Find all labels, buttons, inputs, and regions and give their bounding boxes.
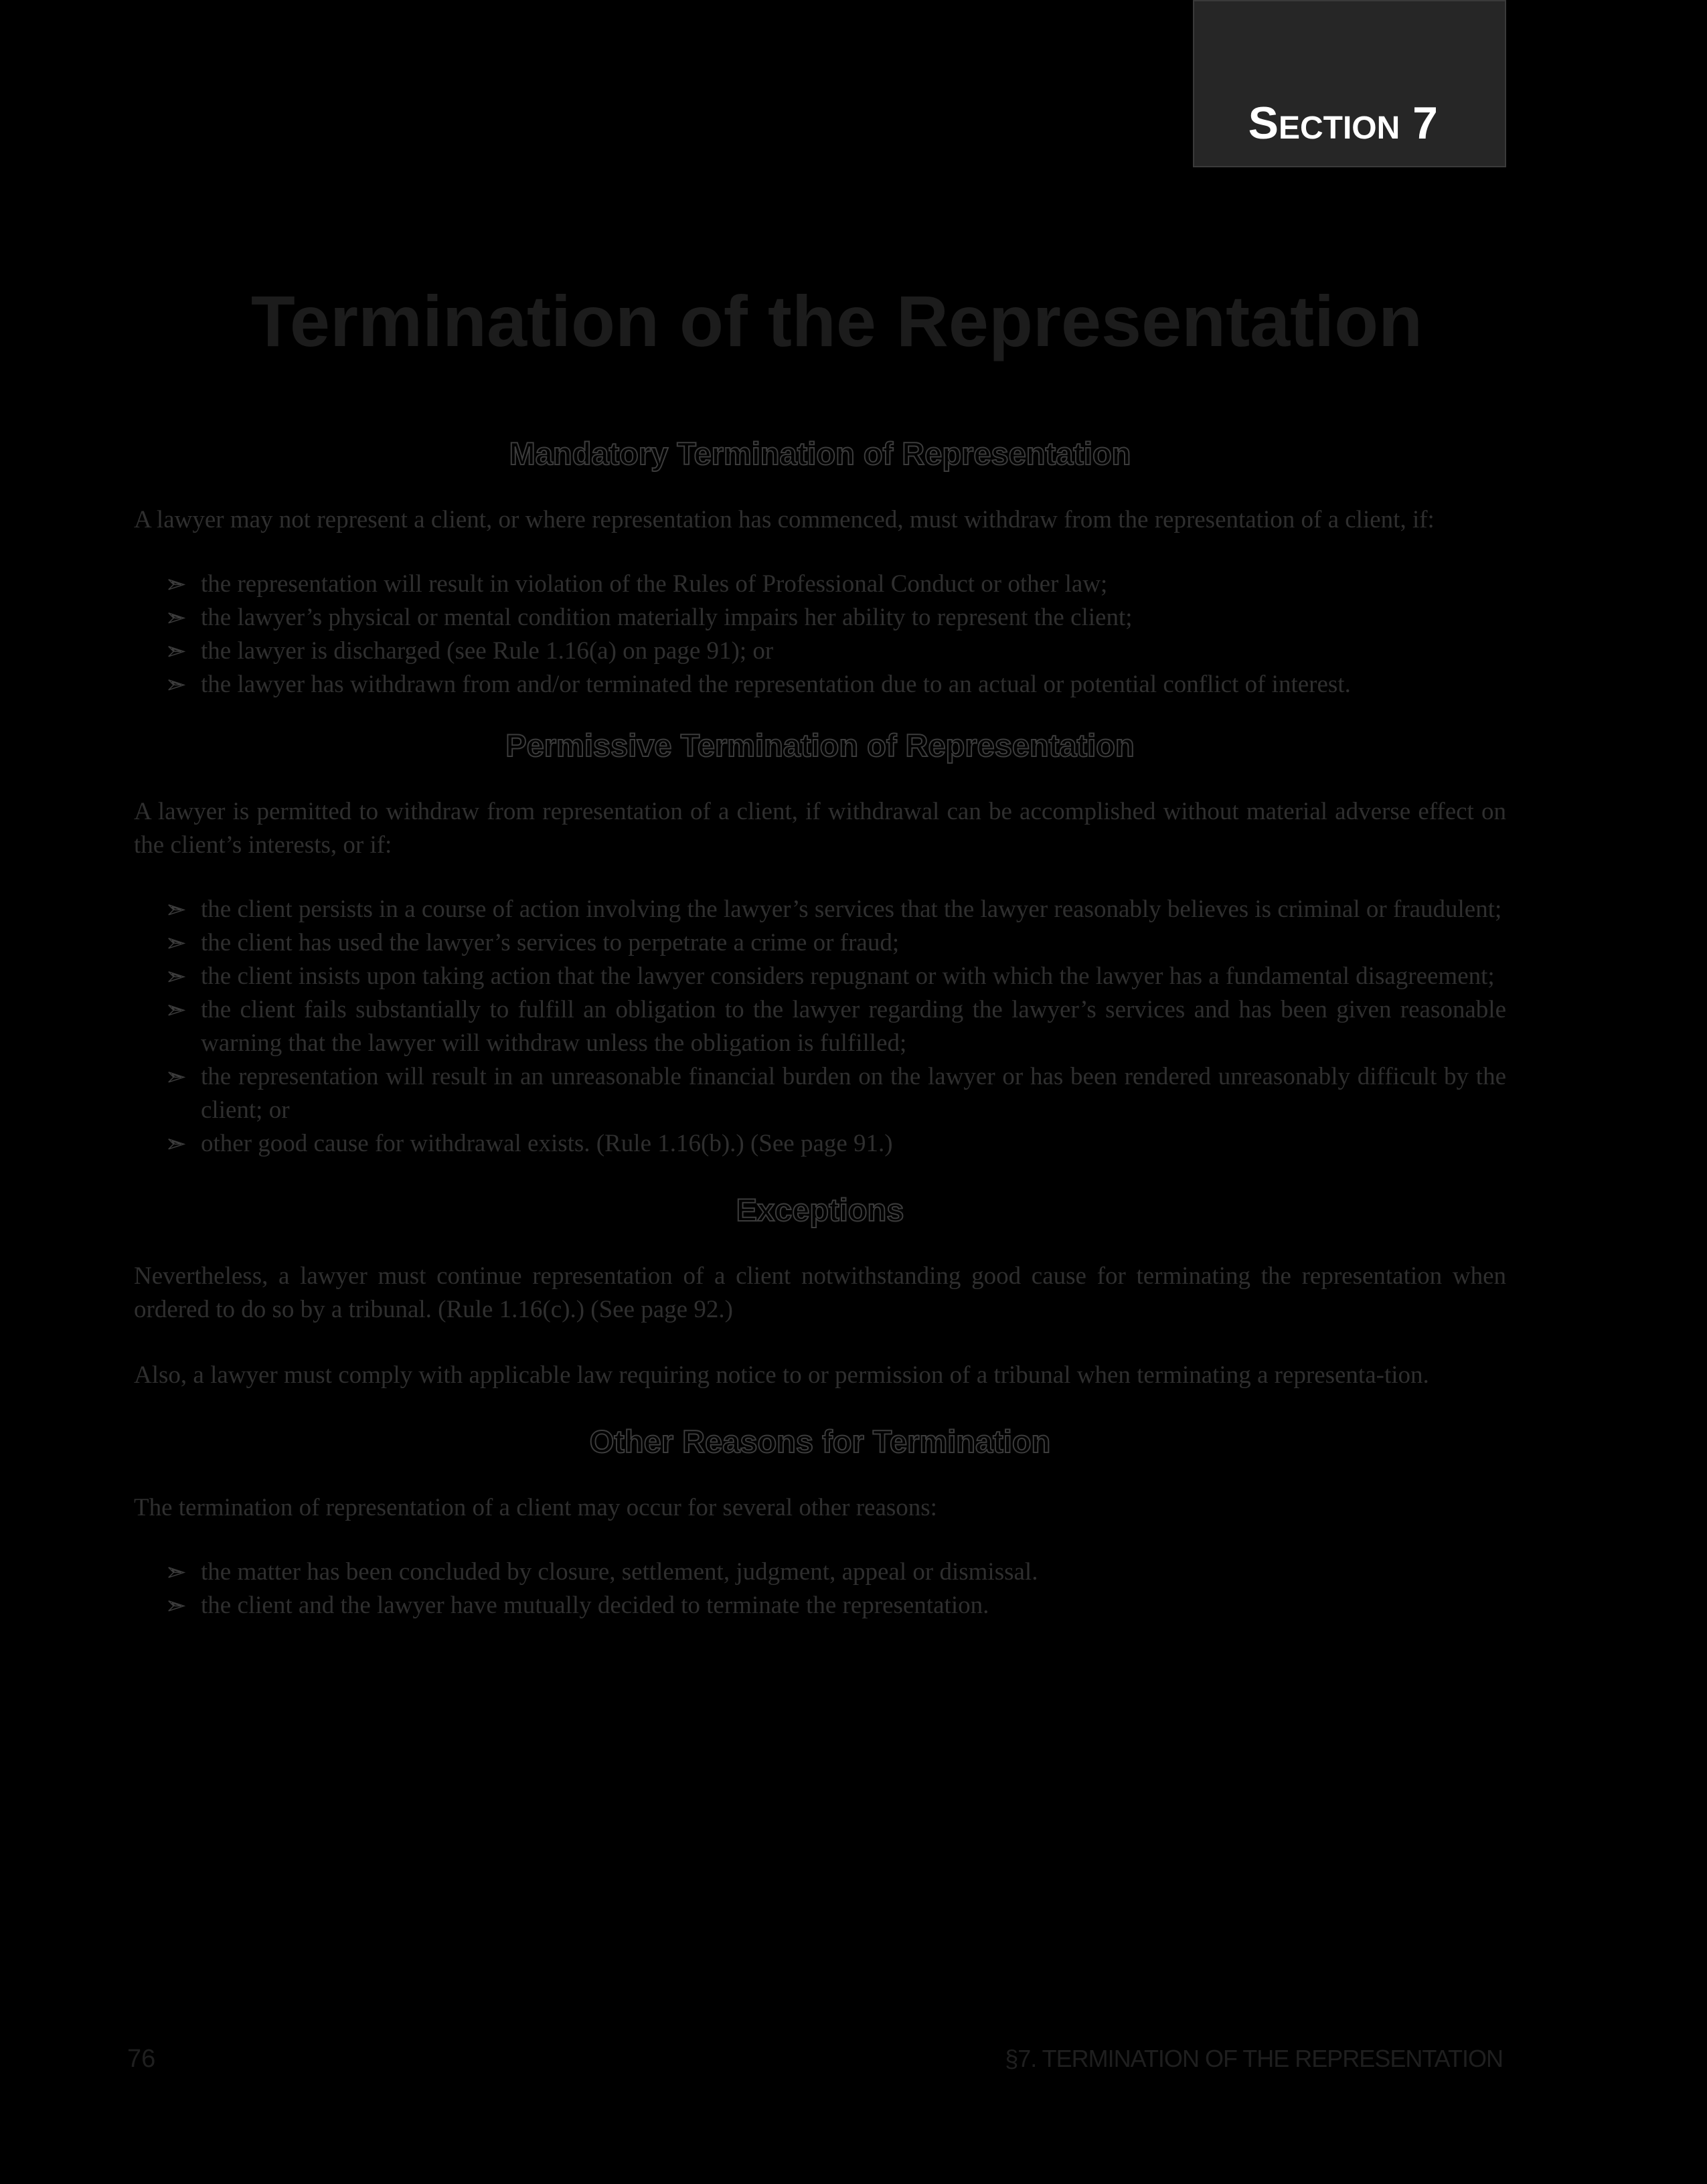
mandatory-list xyxy=(134,568,1506,701)
arrow-bullet-icon: ➢ xyxy=(166,638,185,665)
mandatory-intro: A lawyer may not represent a client, or where representation has commenced, must withdraw from the representation of a client, if: xyxy=(134,506,1435,533)
list-item xyxy=(134,1060,1506,1127)
arrow-bullet-icon: ➢ xyxy=(166,604,185,631)
list-item-text: the lawyer’s physical or mental condition materially impairs her ability to represent the client; xyxy=(201,604,1133,631)
list-item-text: the representation will result in an unreasonable financial burden on the lawyer or has been rendered unreasonably difficult by the client; or xyxy=(201,1063,1506,1124)
list-item xyxy=(134,960,1506,993)
page-content xyxy=(134,428,1506,1622)
arrow-bullet-icon: ➢ xyxy=(166,997,185,1023)
list-item-text: the client has used the lawyer’s services to perpetrate a crime or fraud; xyxy=(201,929,900,956)
arrow-bullet-icon: ➢ xyxy=(166,671,185,698)
list-item xyxy=(134,926,1506,960)
list-item xyxy=(134,1127,1506,1161)
page-number: 76 xyxy=(127,2045,156,2073)
list-item xyxy=(134,635,1506,668)
list-item-text: other good cause for withdrawal exists. (Rule 1.16(b).) (See page 91.) xyxy=(201,1130,893,1157)
section-tab xyxy=(1193,0,1506,167)
arrow-bullet-icon: ➢ xyxy=(166,1592,185,1619)
page-title: Termination of the Representation xyxy=(250,280,1423,361)
exceptions-paragraph-2: Also, a lawyer must comply with applicable law requiring notice to or permission of a tribunal when terminating a representa-tion. xyxy=(134,1361,1429,1389)
list-item xyxy=(134,893,1506,926)
list-item-text: the representation will result in violation of the Rules of Professional Conduct or other law; xyxy=(201,570,1108,598)
arrow-bullet-icon: ➢ xyxy=(166,930,185,956)
list-item-text: the matter has been concluded by closure, settlement, judgment, appeal or dismissal. xyxy=(201,1558,1038,1586)
other-reasons-heading: Other Reasons for Termination xyxy=(589,1424,1051,1459)
other-reasons-intro: The termination of representation of a client may occur for several other reasons: xyxy=(134,1494,937,1521)
arrow-bullet-icon: ➢ xyxy=(166,963,185,990)
permissive-heading: Permissive Termination of Representation xyxy=(505,728,1135,763)
list-item xyxy=(134,1556,1506,1589)
running-head: §7. TERMINATION OF THE REPRESENTATION xyxy=(1005,2045,1503,2072)
list-item xyxy=(134,668,1506,701)
section-label: Section 7 xyxy=(1248,98,1438,149)
list-item xyxy=(134,993,1506,1060)
arrow-bullet-icon: ➢ xyxy=(166,1064,185,1090)
permissive-intro: A lawyer is permitted to withdraw from representation of a client, if withdrawal can be accomplished without material adverse effect on the client’s interests, or if: xyxy=(134,798,1506,859)
exceptions-heading: Exceptions xyxy=(736,1192,904,1228)
arrow-bullet-icon: ➢ xyxy=(166,1559,185,1586)
permissive-list xyxy=(134,893,1506,1161)
exceptions-paragraph-1: Nevertheless, a lawyer must continue representation of a client notwithstanding good cause for terminating the representation when ordered to do so by a tribunal. (Rule 1.16(c).) (See page 92.) xyxy=(134,1262,1506,1323)
list-item xyxy=(134,568,1506,601)
arrow-bullet-icon: ➢ xyxy=(166,571,185,598)
list-item-text: the client insists upon taking action that the lawyer considers repugnant or with which the lawyer has a fundamental disagreement; xyxy=(201,962,1495,990)
list-item xyxy=(134,1589,1506,1622)
arrow-bullet-icon: ➢ xyxy=(166,896,185,923)
list-item-text: the lawyer has withdrawn from and/or terminated the representation due to an actual or potential conflict of interest. xyxy=(201,671,1351,698)
other-reasons-list xyxy=(134,1556,1506,1622)
list-item-text: the client fails substantially to fulfill an obligation to the lawyer regarding the lawyer’s services and has been given reasonable warning that the lawyer will withdraw unless the obligation is fulfilled; xyxy=(201,996,1506,1057)
list-item-text: the client persists in a course of action involving the lawyer’s services that the lawyer reasonably believes is criminal or fraudulent; xyxy=(201,896,1502,923)
mandatory-heading: Mandatory Termination of Representation xyxy=(509,436,1131,471)
list-item xyxy=(134,601,1506,635)
list-item-text: the lawyer is discharged (see Rule 1.16(a) on page 91); or xyxy=(201,637,774,665)
arrow-bullet-icon: ➢ xyxy=(166,1130,185,1157)
list-item-text: the client and the lawyer have mutually decided to terminate the representation. xyxy=(201,1592,989,1619)
